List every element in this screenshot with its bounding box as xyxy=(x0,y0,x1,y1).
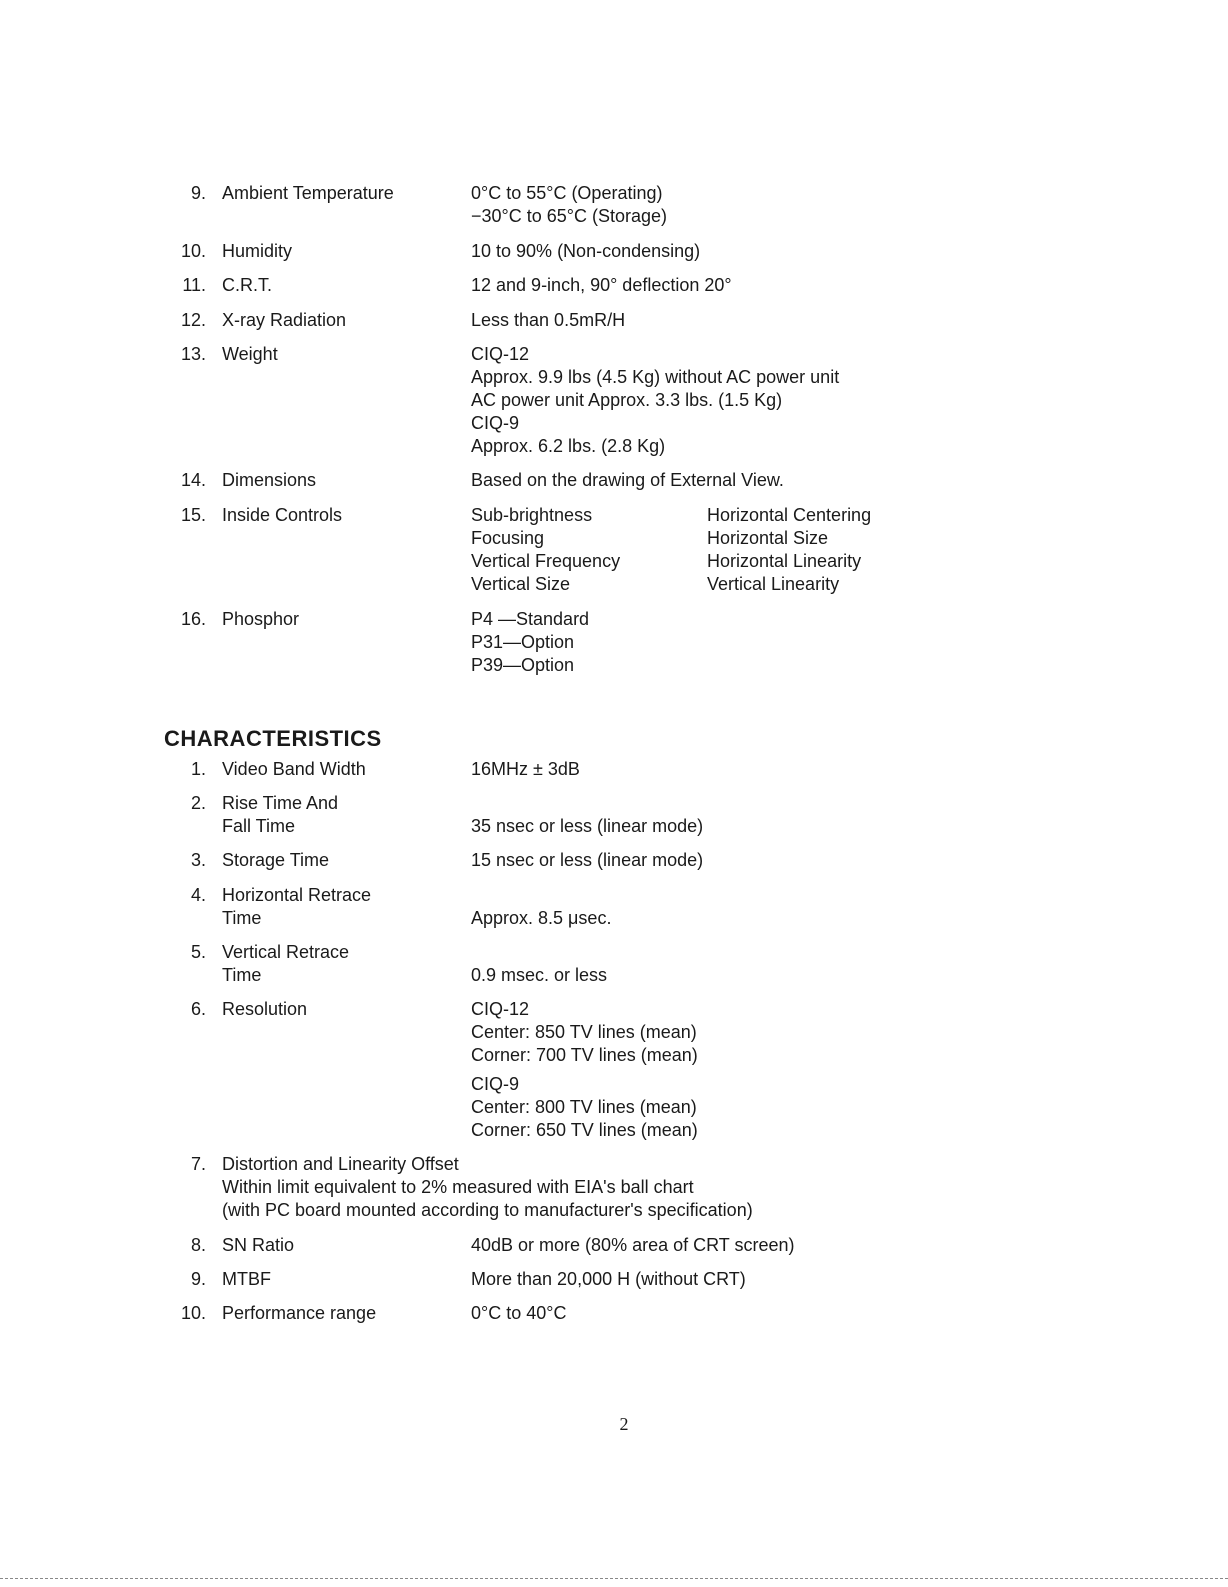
control-name: Focusing xyxy=(471,528,545,548)
item-label: Rise Time And xyxy=(222,793,339,813)
item-label: Ambient Temperature xyxy=(222,183,394,203)
control-name: Horizontal Linearity xyxy=(707,551,862,571)
scan-edge-line xyxy=(0,1578,1228,1579)
item-number: 3. xyxy=(190,850,206,870)
item-number: 8. xyxy=(190,1235,206,1255)
control-name: Vertical Linearity xyxy=(707,574,840,594)
item-value: Approx. 8.5 μsec. xyxy=(471,908,612,928)
control-name: Horizontal Size xyxy=(707,528,829,548)
item-label: Fall Time xyxy=(222,816,296,836)
item-value: 16MHz ± 3dB xyxy=(471,759,580,779)
item-label: Weight xyxy=(222,344,278,364)
item-number: 13. xyxy=(180,344,206,364)
item-value: 10 to 90% (Non-condensing) xyxy=(471,241,701,261)
item-value: P31—Option xyxy=(471,632,575,652)
item-number: 16. xyxy=(180,609,206,629)
item-value: Corner: 700 TV lines (mean) xyxy=(471,1045,698,1065)
section-heading: CHARACTERISTICS xyxy=(164,726,382,751)
item-label: Horizontal Retrace xyxy=(222,885,372,905)
item-label: X-ray Radiation xyxy=(222,310,347,330)
item-number: 9. xyxy=(190,183,206,203)
item-value: Center: 800 TV lines (mean) xyxy=(471,1097,697,1117)
item-number: 11. xyxy=(182,275,206,295)
item-label: Video Band Width xyxy=(222,759,366,779)
item-value: CIQ-12 xyxy=(471,344,530,364)
item-value: P39—Option xyxy=(471,655,575,675)
item-value: 12 and 9-inch, 90° deflection 20° xyxy=(471,275,732,295)
item-description: (with PC board mounted according to manufacturer's specification) xyxy=(222,1200,753,1220)
item-label: MTBF xyxy=(222,1269,271,1289)
control-name: Horizontal Centering xyxy=(707,505,872,525)
item-label: Phosphor xyxy=(222,609,300,629)
item-number: 10. xyxy=(180,241,206,261)
item-number: 2. xyxy=(190,793,206,813)
item-label: Performance range xyxy=(222,1303,377,1323)
item-value: Approx. 9.9 lbs (4.5 Kg) without AC power unit xyxy=(471,367,840,387)
item-label: SN Ratio xyxy=(222,1235,295,1255)
item-number: 6. xyxy=(190,999,206,1019)
item-value: AC power unit Approx. 3.3 lbs. (1.5 Kg) xyxy=(471,390,783,410)
item-label: Vertical Retrace xyxy=(222,942,350,962)
item-value: −30°C to 65°C (Storage) xyxy=(471,206,667,226)
item-value: CIQ-9 xyxy=(471,1074,520,1094)
item-value: Center: 850 TV lines (mean) xyxy=(471,1022,697,1042)
item-number: 12. xyxy=(180,310,206,330)
item-value: 15 nsec or less (linear mode) xyxy=(471,850,704,870)
item-value: CIQ-9 xyxy=(471,413,520,433)
control-name: Sub-brightness xyxy=(471,505,593,525)
item-label: Inside Controls xyxy=(222,505,343,525)
control-name: Vertical Frequency xyxy=(471,551,621,571)
item-number: 9. xyxy=(190,1269,206,1289)
item-label: Dimensions xyxy=(222,470,317,490)
control-name: Vertical Size xyxy=(471,574,571,594)
item-value: More than 20,000 H (without CRT) xyxy=(471,1269,746,1289)
item-number: 1. xyxy=(190,759,206,779)
item-label: Time xyxy=(222,965,262,985)
item-value: 0°C to 55°C (Operating) xyxy=(471,183,663,203)
item-label: Storage Time xyxy=(222,850,330,870)
item-label: Humidity xyxy=(222,241,293,261)
item-number: 7. xyxy=(190,1154,206,1174)
item-number: 4. xyxy=(190,885,206,905)
item-value: 35 nsec or less (linear mode) xyxy=(471,816,704,836)
item-value: 40dB or more (80% area of CRT screen) xyxy=(471,1235,795,1255)
item-value: 0.9 msec. or less xyxy=(471,965,608,985)
item-description: Within limit equivalent to 2% measured with EIA's ball chart xyxy=(222,1177,694,1197)
item-value: CIQ-12 xyxy=(471,999,530,1019)
page-number: 2 xyxy=(619,1414,629,1434)
item-number: 15. xyxy=(180,505,206,525)
item-value: Based on the drawing of External View. xyxy=(471,470,784,490)
item-number: 5. xyxy=(190,942,206,962)
item-number: 10. xyxy=(180,1303,206,1323)
item-value: Corner: 650 TV lines (mean) xyxy=(471,1120,698,1140)
item-value: Less than 0.5mR/H xyxy=(471,310,626,330)
item-value: 0°C to 40°C xyxy=(471,1303,567,1323)
item-value: P4 —Standard xyxy=(471,609,590,629)
item-label: C.R.T. xyxy=(222,275,273,295)
item-number: 14. xyxy=(180,470,206,490)
item-value: Approx. 6.2 lbs. (2.8 Kg) xyxy=(471,436,666,456)
item-label: Resolution xyxy=(222,999,308,1019)
item-label: Time xyxy=(222,908,262,928)
item-label: Distortion and Linearity Offset xyxy=(222,1154,459,1174)
